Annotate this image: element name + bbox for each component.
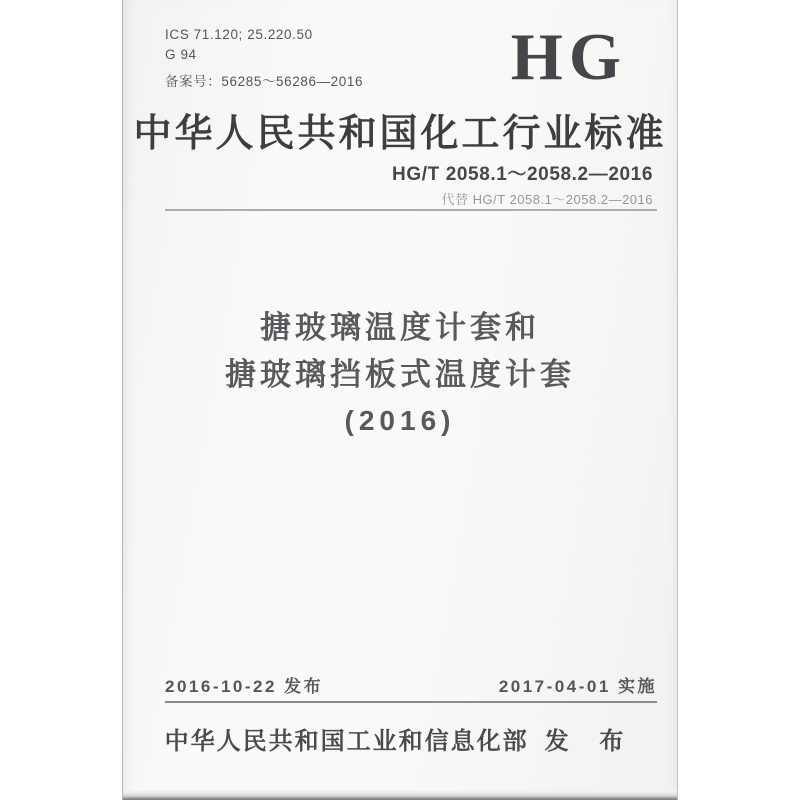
implement-date: 2017-04-01 实施 (498, 677, 657, 696)
ics-code: ICS 71.120; 25.220.50 (165, 27, 313, 42)
publisher-name: 中华人民共和国工业和信息化部 (164, 728, 529, 755)
meta-block (165, 25, 363, 92)
issue-date: 2016-10-22 发布 (165, 677, 324, 696)
standard-number-block (392, 159, 653, 208)
document-title (123, 304, 677, 443)
doc-class-code: G 94 (165, 47, 197, 62)
standard-number: HG/T 2058.1～2058.2—2016 (392, 164, 653, 185)
title-year: (2016) (344, 405, 456, 436)
footer-divider-line (165, 701, 657, 703)
replaces-note: 代替 HG/T 2058.1～2058.2—2016 (441, 192, 653, 207)
publish-label: 发 布 (544, 728, 636, 755)
standard-cover-page (122, 0, 678, 800)
publisher-row (123, 721, 677, 756)
header-divider-line (165, 209, 657, 211)
book-pages-edge (123, 790, 677, 800)
standard-heading: 中华人民共和国化工行业标准 (133, 113, 667, 155)
title-line-2: 搪玻璃挡板式温度计套 (225, 357, 575, 392)
title-line-1: 搪玻璃温度计套和 (260, 310, 540, 345)
dates-row (165, 672, 657, 697)
record-number: 备案号：56285～56286—2016 (165, 74, 364, 89)
hg-logo: HG (510, 20, 627, 94)
